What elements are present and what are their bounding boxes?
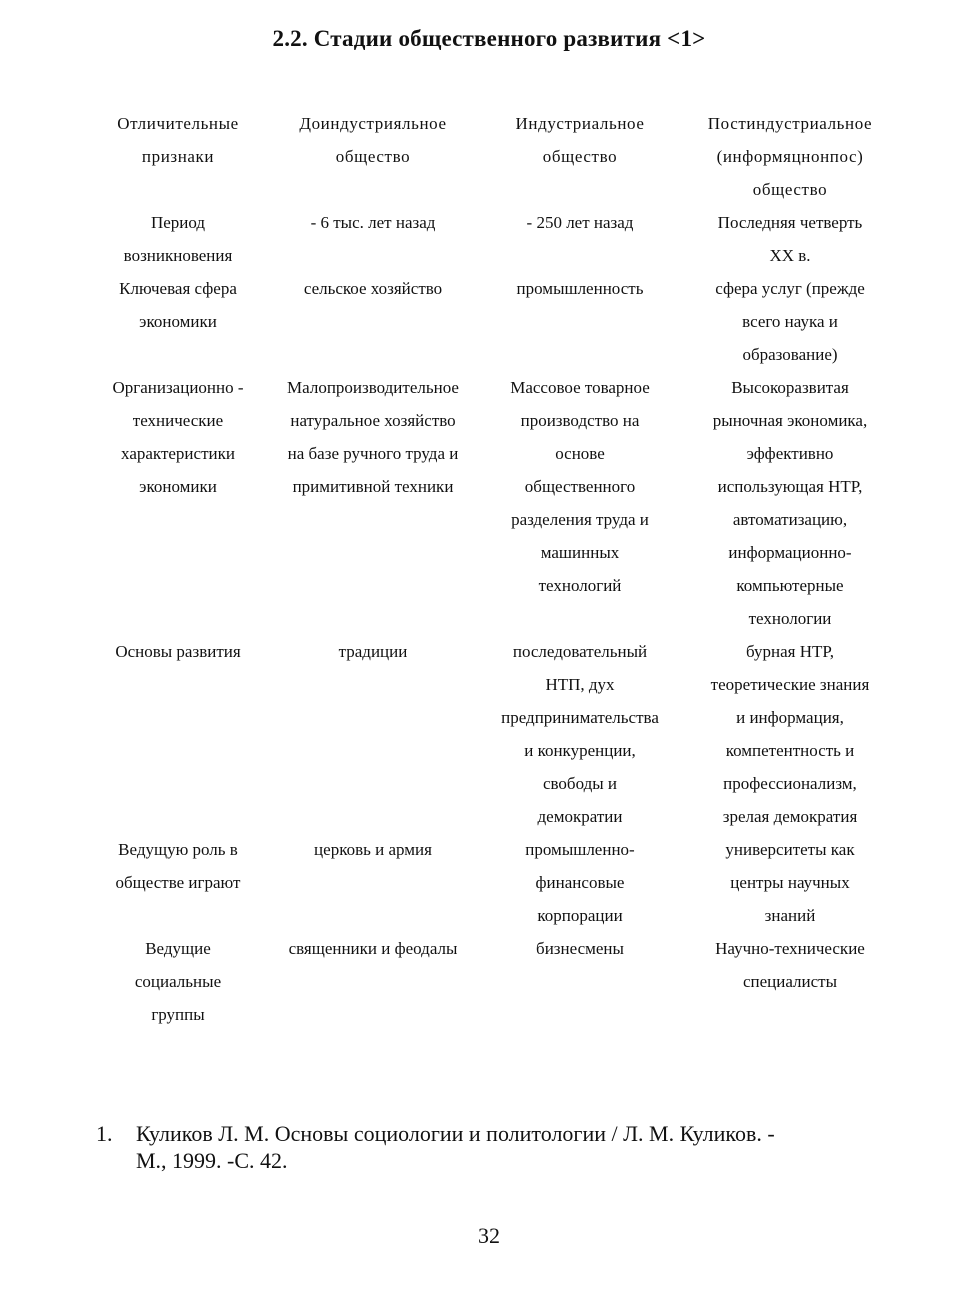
table-cell: традиции xyxy=(338,642,408,661)
row-label: Ключевая сфера экономики xyxy=(119,279,237,331)
table-row xyxy=(88,206,898,272)
table-cell: бизнесмены xyxy=(536,939,624,958)
row-label: Основы развития xyxy=(115,642,241,661)
column-header: Индустриальное общество xyxy=(515,114,645,166)
table-cell: церковь и армия xyxy=(314,840,432,859)
table-row xyxy=(88,833,898,932)
row-label: Период возникновения xyxy=(123,213,233,265)
footnote-text: Куликов Л. М. Основы социологии и политологии / Л. М. Куликов. - М., 1999. -С. 42. xyxy=(136,1121,775,1173)
table-cell: промышленность xyxy=(516,279,644,298)
table-cell: Массовое товарное производство на основе общественного разделения труда и машинных технологий xyxy=(510,378,650,595)
row-label: Ведущие социальные группы xyxy=(134,939,222,1024)
column-header: Постиндустриальное (информяцнонпос) общество xyxy=(707,114,873,199)
page-title: 2.2. Стадии общественного развития <1> xyxy=(272,26,706,51)
page-number: 32 xyxy=(478,1223,500,1248)
table-row xyxy=(88,272,898,371)
row-label: Ведущую роль в обществе играют xyxy=(115,840,241,892)
table-row xyxy=(88,635,898,833)
table-header-row xyxy=(88,107,898,206)
row-label: Организационно - технические характеристики экономики xyxy=(112,378,244,496)
table-row xyxy=(88,932,898,1031)
table-cell: сельское хозяйство xyxy=(303,279,443,298)
table-cell: промышленно- финансовые корпорации xyxy=(525,840,635,925)
table-cell: университеты как центры научных знаний xyxy=(725,840,855,925)
table-cell: Научно-технические специалисты xyxy=(715,939,865,991)
table-cell: сфера услуг (прежде всего наука и образование) xyxy=(715,279,865,364)
table-cell: - 6 тыс. лет назад xyxy=(310,213,436,232)
table-row xyxy=(88,371,898,635)
table-cell: Высокоразвитая рыночная экономика, эффективно использующая НТР, автоматизацию, информационно- компьютерные технологии xyxy=(712,378,868,628)
table-cell: бурная НТР, теоретические знания и информация, компетентность и профессионализм, зрелая демократия xyxy=(710,642,870,826)
stages-table xyxy=(88,107,898,1031)
table-cell: Малопроизводительное натуральное хозяйство на базе ручного труда и примитивной техники xyxy=(287,378,459,496)
column-header: Доиндустрияльное общество xyxy=(299,114,447,166)
table-cell: священники и феодалы xyxy=(288,939,458,958)
table-cell: Последняя четверть XX в. xyxy=(717,213,863,265)
table-cell: последовательный НТП, дух предпринимательства и конкуренции, свободы и демократии xyxy=(501,642,659,826)
table-cell: - 250 лет назад xyxy=(526,213,634,232)
footnote-number: 1. xyxy=(96,1121,113,1146)
column-header: Отличительные признаки xyxy=(117,114,239,166)
